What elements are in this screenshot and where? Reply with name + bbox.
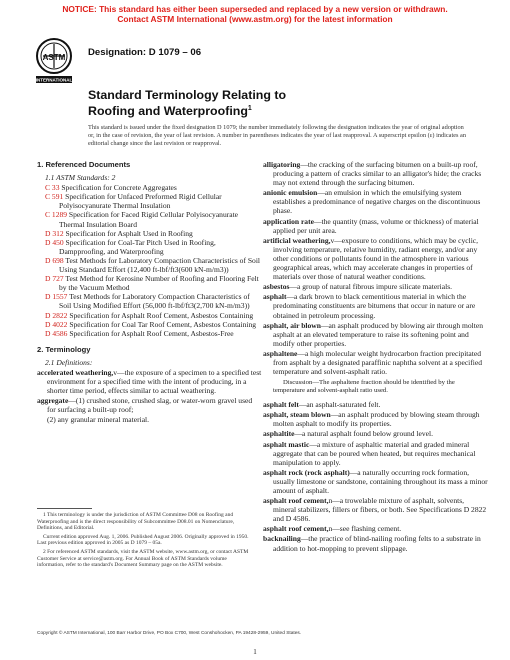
reference-code-link[interactable]: D 450	[45, 237, 64, 247]
copyright-line: Copyright © ASTM International, 100 Barr Harbor Drive, PO Box C700, West Conshohocken, PA 19428-2959, United States.	[37, 631, 302, 636]
title-footnote-marker: 1	[247, 105, 252, 112]
reference-title: Test Methods for Laboratory Compaction Characteristics of Soil Using Modified Effort (56,000 ft-lbf/ft3(2,700 kN-m/m3))	[59, 292, 250, 311]
title-line-1: Standard Terminology Relating to	[88, 88, 287, 102]
right-definitions-continued	[263, 400, 488, 553]
definition-text: —an asphalt produced by blowing air through molten asphalt at an elevated temperature to raise its softening point and modify other properties.	[273, 320, 483, 348]
definition-term: asphalt	[263, 292, 287, 302]
notice-line-1: NOTICE: This standard has either been superseded and replaced by a new version or withdrawn.	[62, 4, 448, 14]
svg-text:ASTM: ASTM	[42, 53, 66, 62]
definition-text: —a mixture of asphaltic material and graded mineral aggregate that can be poured when heated, but requires mechanical manipulation to apply.	[273, 439, 476, 467]
title-line-2: Roofing and Waterproofing	[88, 104, 248, 119]
discussion-note: Discussion—The asphaltene fraction should be identified by the temperature and solvent-asphalt ratio used.	[273, 379, 455, 395]
definition-text: v—exposure to conditions, which may be cyclic, involving temperature, relative humidity, radiant energy, and/or any other conditions or pollutants found in the atmosphere in various geographical areas, which may accelerate changes in properties of materials over those of natural weather conditions.	[273, 235, 479, 282]
definition-entry	[263, 440, 488, 467]
notice-line-2: Contact ASTM International (www.astm.org) for the latest information	[117, 14, 393, 24]
footnote-rule	[37, 508, 92, 509]
definition-term: artificial weathering,	[263, 235, 331, 245]
reference-title: Specification for Unfaced Preformed Rigid Cellular Polyisocyanurate Thermal Insulation	[59, 192, 222, 211]
definition-term: asphalt rock (rock asphalt)	[263, 467, 350, 477]
definition-entry	[263, 496, 488, 523]
definition-term: backnailing	[263, 534, 301, 544]
definition-term: aggregate	[37, 396, 69, 406]
definition-term: asphalt, steam blown	[263, 410, 331, 420]
definition-entry	[263, 217, 488, 235]
definition-entry	[263, 534, 488, 552]
reference-title: Specification for Asphalt Roof Cement, Asbestos-Free	[67, 328, 234, 338]
reference-item	[37, 256, 262, 274]
definition-entry	[263, 349, 488, 376]
definition-text: —a group of natural fibrous impure silicate materials.	[289, 282, 453, 292]
reference-item	[37, 192, 262, 210]
reference-item	[37, 238, 262, 256]
definition-text: —a natural asphalt found below ground level.	[294, 429, 433, 439]
footnote-2: 2 For referenced ASTM standards, visit the ASTM website, www.astm.org, or contact ASTM Customer Service at service@astm.org. For Annual Book of ASTM Standards volume information, refer to the standard's Document Summary page on the ASTM website.	[37, 548, 249, 569]
definition-term: asphalt mastic	[263, 439, 310, 449]
definition-term: application rate	[263, 216, 314, 226]
definition-entry	[263, 400, 488, 409]
withdrawn-notice	[0, 4, 510, 24]
reference-code-link[interactable]: D 1557	[45, 292, 68, 302]
footnotes	[37, 512, 252, 571]
definition-entry	[263, 410, 488, 428]
definition-text: —a naturally occurring rock formation, usually limestone or sandstone, containing throughout its mass a minor amount of asphalt.	[273, 467, 488, 495]
definition-term: asphaltite	[263, 429, 295, 439]
definition-term: asphalt roof cement,	[263, 496, 329, 506]
definition-text: v—the exposure of a specimen to a specified test environment for a specified time with the intent of producing, in a shorter time period, effects similar to actual weathering.	[47, 367, 262, 396]
reference-code-link[interactable]: D 4022	[45, 319, 68, 329]
definition-entry	[263, 160, 488, 187]
right-column	[263, 160, 488, 554]
definition-term: asphalt felt	[263, 400, 299, 410]
reference-title: Specification for Faced Rigid Cellular Polyisocyanurate Thermal Insulation Board	[59, 210, 239, 229]
scope-statement: This standard is issued under the fixed designation D 1079; the number immediately following the designation indicates the year of original adoption or, in the case of revision, the year of last revision. A number in parentheses indicates the year of last reapproval. A superscript epsilon (ε) indicates an editorial change since the last revision or reapproval.	[88, 124, 466, 147]
definition-entry	[263, 468, 488, 495]
definition-term: alligatoring	[263, 160, 301, 169]
reference-item	[37, 329, 262, 338]
designation: Designation: D 1079 – 06	[88, 47, 202, 58]
definition-term: asphalt roof cement,	[263, 524, 329, 534]
reference-code-link[interactable]: D 698	[45, 255, 64, 265]
reference-item	[37, 292, 262, 310]
section-2-heading: 2. Terminology	[37, 344, 91, 354]
definition-entry	[263, 282, 488, 291]
reference-title: Test Methods for Laboratory Compaction Characteristics of Soil Using Standard Effort (12,400 ft-lbf/ft3(600 kN-m/m3))	[59, 255, 261, 275]
reference-code-link[interactable]: D 727	[45, 274, 64, 284]
definition-entry	[263, 188, 488, 215]
reference-item	[37, 274, 262, 292]
page-number: 1	[253, 648, 257, 656]
referenced-documents-list	[37, 183, 262, 338]
definition-text: —the practice of blind-nailing roofing felts to a substrate in addition to hot-mopping to prevent slippage.	[273, 534, 481, 553]
document-title	[88, 88, 286, 118]
reference-title: Test Method for Kerosine Number of Roofing and Flooring Felt by the Vacuum Method	[59, 274, 259, 293]
definition-text: —an asphalt produced by blowing steam through molten asphalt to modify its properties.	[273, 410, 480, 429]
astm-logo-icon	[34, 36, 74, 92]
reference-code-link[interactable]: D 4586	[45, 328, 68, 338]
definition-term: asphaltene	[263, 348, 298, 358]
definition-text: —the cracking of the surfacing bitumen on a built-up roof, producing a pattern of cracks similar to an alligator's hide; the cracks may not extend through the surfacing bitumen.	[273, 160, 482, 188]
reference-item	[37, 210, 262, 228]
section-1-sub: 1.1 ASTM Standards: 2	[45, 173, 116, 183]
definition-entry	[263, 429, 488, 438]
left-column	[37, 160, 262, 426]
definition-entry	[263, 321, 488, 348]
definition-term: anionic emulsion	[263, 188, 318, 198]
definition-text: n—see flashing cement.	[328, 524, 402, 534]
reference-title: Specification for Asphalt Roof Cement, Asbestos Containing	[67, 310, 254, 320]
reference-item	[37, 320, 262, 329]
definition-text: —(1) crushed stone, crushed slag, or water-worn gravel used for surfacing a built-up roof;	[47, 396, 253, 415]
reference-code-link[interactable]: C 591	[45, 192, 64, 202]
definition-text: n—a trowelable mixture of asphalt, solvents, mineral stabilizers, fillers or fibers, or both. See Specifications D 2822 and D 4586.	[273, 496, 487, 524]
section-1-heading: 1. Referenced Documents	[37, 160, 131, 169]
reference-item	[37, 229, 262, 238]
right-definitions	[263, 160, 488, 376]
reference-item	[37, 311, 262, 320]
footnote-1-edition: Current edition approved Aug. 1, 2006. Published August 2006. Originally approved in 1950. Last previous edition approved in 2005 as D 1079 – 05a.	[37, 533, 249, 547]
reference-code-link[interactable]: C 1289	[45, 210, 68, 220]
reference-title: Specification for Concrete Aggregates	[59, 183, 177, 193]
reference-title: Specification for Coal Tar Roof Cement, Asbestos Containing	[67, 319, 257, 329]
reference-item	[37, 183, 262, 192]
definition-term: asphalt, air blown	[263, 320, 321, 330]
definition-text: —an emulsion in which the emulsifying system establishes a predominance of negative charges on the discontinuous phase.	[273, 188, 481, 216]
svg-text:INTERNATIONAL: INTERNATIONAL	[35, 77, 73, 83]
definition-term: asbestos	[263, 282, 290, 292]
definition-entry	[263, 524, 488, 533]
definition-entry	[263, 236, 488, 281]
definition-text: —the quantity (mass, volume or thickness) of material applied per unit area.	[273, 216, 479, 235]
definition-text: —a high molecular weight hydrocarbon fraction precipitated from asphalt by a designated paraffinic naphtha solvent at a specified temperature and solvent-asphalt ratio.	[273, 348, 483, 377]
reference-title: Specification for Asphalt Used in Roofing	[63, 228, 193, 238]
definition-text: —a dark brown to black cementitious material in which the predominating constituents are bitumens that occur in nature or are obtained in petroleum processing.	[273, 292, 476, 320]
definition-entry	[37, 368, 262, 395]
reference-code-link[interactable]: D 312	[45, 228, 64, 238]
definition-entry	[37, 396, 262, 414]
definition-text: —an asphalt-saturated felt.	[298, 400, 381, 410]
reference-title: Specification for Coal-Tar Pitch Used in Roofing, Dampproofing, and Waterproofing	[59, 237, 216, 256]
reference-code-link[interactable]: C 33	[45, 183, 60, 193]
definition-entry	[263, 292, 488, 319]
reference-code-link[interactable]: D 2822	[45, 310, 68, 320]
section-2-sub: 2.1 Definitions:	[45, 357, 93, 367]
aggregate-continuation: (2) any granular mineral material.	[47, 415, 150, 425]
footnote-1: 1 This terminology is under the jurisdiction of ASTM Committee D08 on Roofing and Waterproofing and is the direct responsibility of Subcommittee D08.01 on Nomenclature, Definitions, and Editorial.	[37, 512, 235, 532]
definition-term: accelerated weathering,	[37, 367, 114, 377]
left-definitions	[37, 368, 262, 414]
